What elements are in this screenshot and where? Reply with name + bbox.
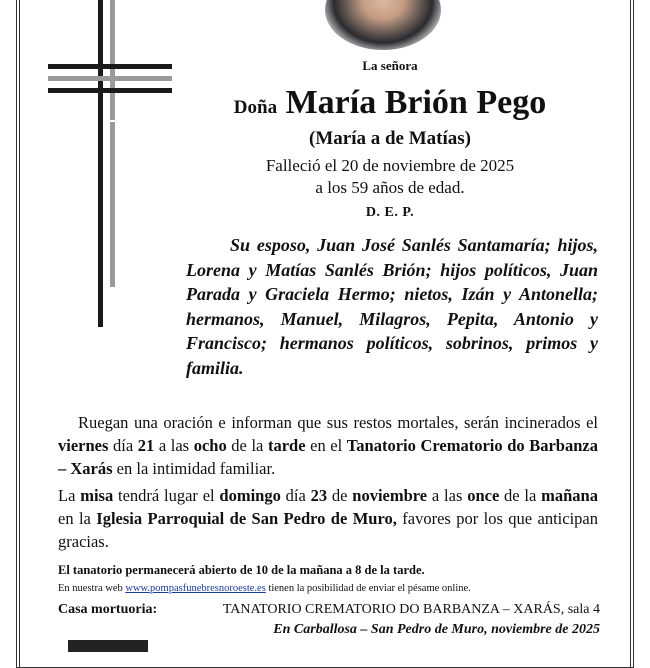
ceremony-paragraph: Ruegan una oración e informan que sus restos mortales, serán incinerados el viernes día 21 a las ocho de la tarde en el Tanatorio Crematorio do Barbanza – Xarás en la intimidad familiar.: [58, 413, 598, 478]
deceased-name: [180, 84, 600, 122]
intro-text: La señora: [362, 58, 418, 73]
alias: (María a de Matías): [309, 128, 471, 149]
footer-logo: [68, 640, 148, 652]
family-text: Su esposo, Juan José Sanlés Santamaría; hijos, Lorena y Matías Sanlés Brión; hijos políticos, Juan Parada y Graciela Hermo; nietos, Izán y Antonella; hermanos, Manuel, Milagros, Pepita, Antonio y Francisco; hermanos políticos, sobrinos, primos y familia.: [186, 235, 598, 378]
family-list: [186, 233, 598, 380]
death-info: [180, 155, 600, 199]
web-note: En nuestra web www.pompasfunebresnoroeste.es tienen la posibilidad de enviar el pésame online.: [58, 583, 471, 594]
website-link[interactable]: www.pompasfunebresnoroeste.es: [125, 583, 266, 594]
dep-text: D. E. P.: [365, 205, 415, 220]
mass-paragraph: La misa tendrá lugar el domingo día 23 de noviembre a las once de la mañana en la Iglesia Parroquial de San Pedro de Muro, favores por los que anticipan gracias.: [58, 486, 598, 551]
cross-icon: [48, 0, 172, 330]
opening-hours: El tanatorio permanecerá abierto de 10 de la mañana a 8 de la tarde.: [58, 563, 425, 577]
place-date: En Carballosa – San Pedro de Muro, noviembre de 2025: [273, 622, 600, 637]
full-name: María Brión Pego: [285, 84, 547, 121]
casa-label: Casa mortuoria:: [58, 602, 158, 617]
casa-value: TANATORIO CREMATORIO DO BARBANZA – XARÁS, sala 4: [222, 602, 600, 617]
title-prefix: Doña: [233, 97, 278, 118]
age: a los 59 años de edad.: [315, 178, 465, 197]
mortuary-info: [58, 600, 600, 640]
death-date: Falleció el 20 de noviembre de 2025: [265, 156, 515, 175]
